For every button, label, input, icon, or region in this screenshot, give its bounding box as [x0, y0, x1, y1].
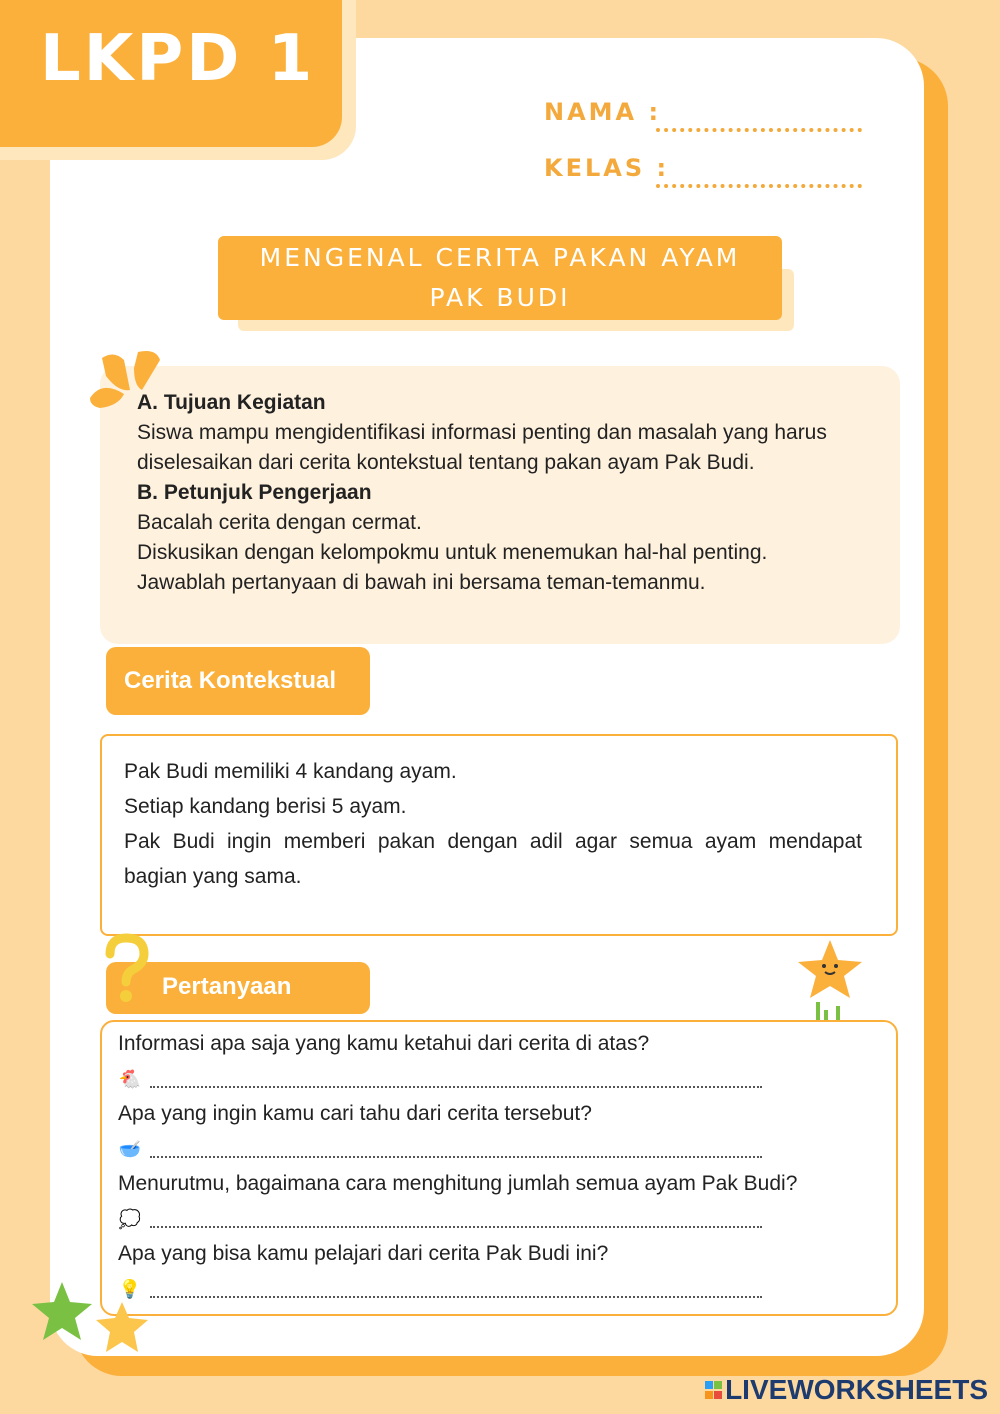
questions-box: [100, 1020, 898, 1316]
answer-line-1[interactable]: [150, 1086, 762, 1088]
petunjuk-3: Jawablah pertanyaan di bawah ini bersama teman-temanmu.: [137, 571, 706, 594]
tujuan-text: Siswa mampu mengidentifikasi informasi penting dan masalah yang harus diselesaikan dari cerita kontekstual tentang pakan ayam Pak Budi.: [137, 421, 827, 474]
petunjuk-1: Bacalah cerita dengan cermat.: [137, 511, 422, 534]
question-1: Informasi apa saja yang kamu ketahui dari cerita di atas?: [118, 1032, 650, 1055]
answer-line-4[interactable]: [150, 1296, 762, 1298]
question-2: Apa yang ingin kamu cari tahu dari cerita tersebut?: [118, 1102, 592, 1125]
worksheet-number: LKPD 1: [40, 22, 316, 96]
answer-line-2[interactable]: [150, 1156, 762, 1158]
liveworksheets-text: LIVEWORKSHEETS: [725, 1374, 988, 1405]
header-tab: [0, 0, 342, 147]
story-text: [124, 754, 862, 894]
nama-input-line[interactable]: [656, 128, 862, 132]
answer-line-3[interactable]: [150, 1226, 762, 1228]
petunjuk-2: Diskusikan dengan kelompokmu untuk menemukan hal-hal penting.: [137, 541, 768, 564]
tujuan-heading: A. Tujuan Kegiatan: [137, 391, 326, 414]
title-line-2: PAK BUDI: [429, 283, 571, 312]
nama-label: NAMA :: [544, 98, 662, 126]
stars-decoration-icon: [30, 1280, 154, 1360]
questions-label: Pertanyaan: [106, 962, 370, 1014]
petunjuk-heading: B. Petunjuk Pengerjaan: [137, 481, 372, 504]
question-3: Menurutmu, bagaimana cara menghitung jumlah semua ayam Pak Budi?: [118, 1172, 798, 1195]
lightbulb-icon: 💡: [118, 1279, 142, 1300]
kelas-label: KELAS :: [544, 154, 670, 182]
title-line-1: MENGENAL CERITA PAKAN AYAM: [259, 243, 741, 272]
story-label: Cerita Kontekstual: [106, 647, 370, 715]
thought-cloud-icon: 💭: [118, 1209, 142, 1230]
info-text: [137, 388, 877, 598]
kelas-input-line[interactable]: [656, 184, 862, 188]
question-4: Apa yang bisa kamu pelajari dari cerita Pak Budi ini?: [118, 1242, 609, 1265]
story-line-1: Pak Budi memiliki 4 kandang ayam.: [124, 760, 457, 783]
chicken-icon: 🐔: [118, 1069, 142, 1090]
liveworksheets-logo: [705, 1374, 988, 1406]
liveworksheets-logo-icon: [705, 1376, 723, 1398]
page-title: [218, 236, 782, 320]
bowl-icon: 🥣: [118, 1139, 142, 1160]
story-line-3: Pak Budi ingin memberi pakan dengan adil agar semua ayam mendapat bagian yang sama.: [124, 830, 862, 888]
story-line-2: Setiap kandang berisi 5 ayam.: [124, 795, 407, 818]
question-mark-icon: [100, 932, 152, 1004]
